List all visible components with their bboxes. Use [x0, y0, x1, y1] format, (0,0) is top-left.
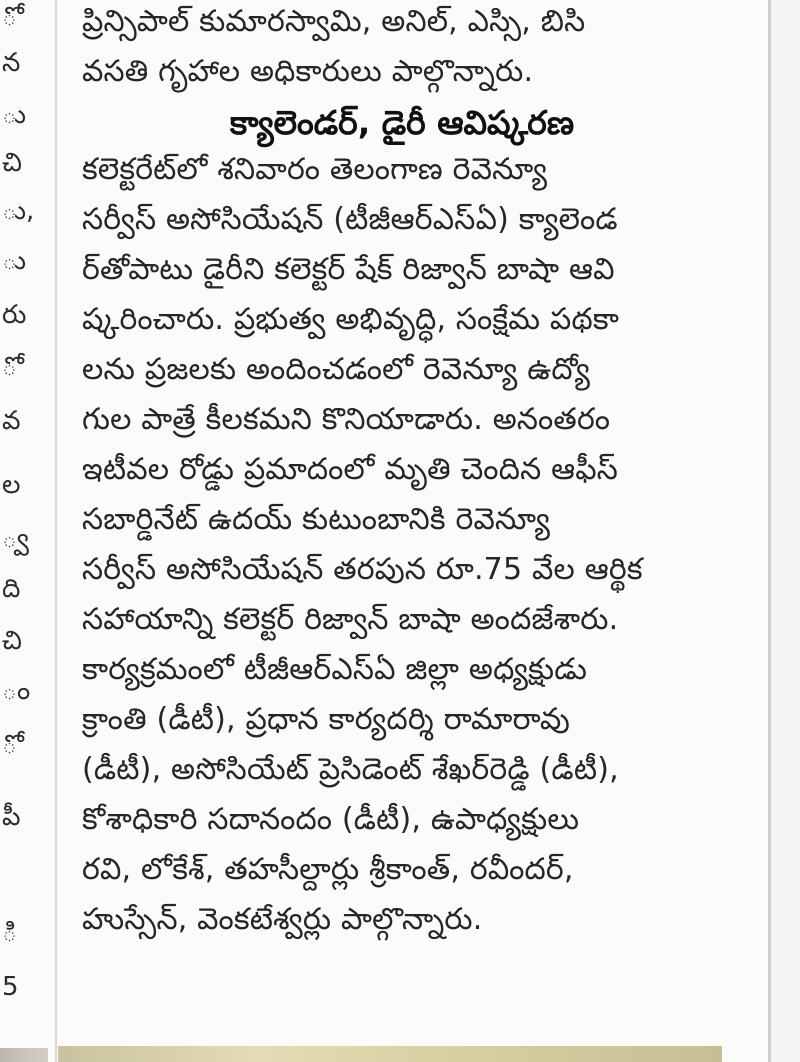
photo-edge-left [0, 1048, 48, 1062]
left-fragment: చి [2, 626, 22, 656]
left-fragment: ది [2, 574, 21, 604]
left-fragment: ో [2, 352, 18, 382]
left-fragment: 5 [2, 972, 19, 1002]
article-line: కలెక్టరేట్‌లో శనివారం తెలంగాణ రెవెన్యూ [82, 152, 548, 187]
article-column [82, 0, 722, 1062]
article-line: గుల పాత్రే కీలకమని కొనియాడారు. అనంతరం [82, 402, 611, 437]
article-line: (డీటీ), అసోసియేట్ ప్రెసిడెంట్ శేఖర్‌రెడ్డి (డీటీ), [82, 752, 619, 787]
column-divider [55, 0, 57, 1062]
article-line: లను ప్రజలకు అందించడంలో రెవెన్యూ ఉద్యో [82, 352, 591, 387]
left-fragment: ం [2, 676, 31, 706]
article-line: సర్వీస్ అసోసియేషన్ (టీజీఆర్ఎస్ఏ) క్యాలెండ [82, 202, 618, 237]
article-line: ర్‌తోపాటు డైరీని కలెక్టర్ షేక్ రిజ్వాన్ బాషా ఆవి [82, 252, 615, 287]
article-line: ష్కరించారు. ప్రభుత్వ అభివృద్ధి, సంక్షేమ పథకా [82, 302, 620, 337]
left-fragment: ి [2, 918, 18, 948]
left-fragment: రు [2, 300, 27, 330]
page-margin [771, 0, 800, 1062]
left-fragment: ు [2, 246, 27, 276]
article-heading: క్యాలెండర్, డైరీ ఆవిష్కరణ [229, 103, 575, 142]
article-line: వసతి గృహాల అధికారులు పాల్గొన్నారు. [82, 54, 534, 89]
left-fragment: ల [2, 470, 21, 500]
left-fragment: ో [2, 2, 18, 32]
article-line: ఇటీవల రోడ్డు ప్రమాదంలో మృతి చెందిన ఆఫీస్ [82, 452, 619, 487]
left-fragment: ు [2, 100, 27, 130]
left-fragment: ు, [2, 196, 35, 226]
article-line: సర్వీస్ అసోసియేషన్ తరపున రూ.75 వేల ఆర్థిక [82, 552, 643, 587]
article-line: ప్రిన్సిపాల్ కుమారస్వామి, అనిల్, ఎస్సి, బిసి [82, 4, 586, 39]
left-fragment: ్వ [2, 524, 29, 554]
article-line: హుస్సేన్, వెంకటేశ్వర్లు పాల్గొన్నారు. [82, 902, 483, 937]
left-fragment: న [2, 48, 21, 78]
left-column-fragment [0, 0, 40, 1062]
article-line: కోశాధికారి సదానందం (డీటీ), ఉపాధ్యక్షులు [82, 802, 580, 837]
photo-edge [58, 1046, 722, 1062]
left-fragment: వ [2, 406, 21, 436]
left-fragment: చి [2, 148, 22, 178]
left-fragment: ో [2, 730, 18, 760]
left-fragment: పీ [2, 802, 21, 832]
article-line: కార్యక్రమంలో టీజీఆర్ఎస్ఏ జిల్లా అధ్యక్షుడు [82, 652, 588, 687]
article-line: సహాయాన్ని కలెక్టర్ రిజ్వాన్ బాషా అందజేశారు. [82, 602, 619, 637]
article-line: రవి, లోకేశ్, తహసీల్దార్లు శ్రీకాంత్, రవీందర్, [82, 852, 574, 887]
article-line: సబార్డినేట్ ఉదయ్ కుటుంబానికి రెవెన్యూ [82, 502, 551, 537]
article-line: క్రాంతి (డీటీ), ప్రధాన కార్యదర్శి రామారావు [82, 702, 571, 737]
